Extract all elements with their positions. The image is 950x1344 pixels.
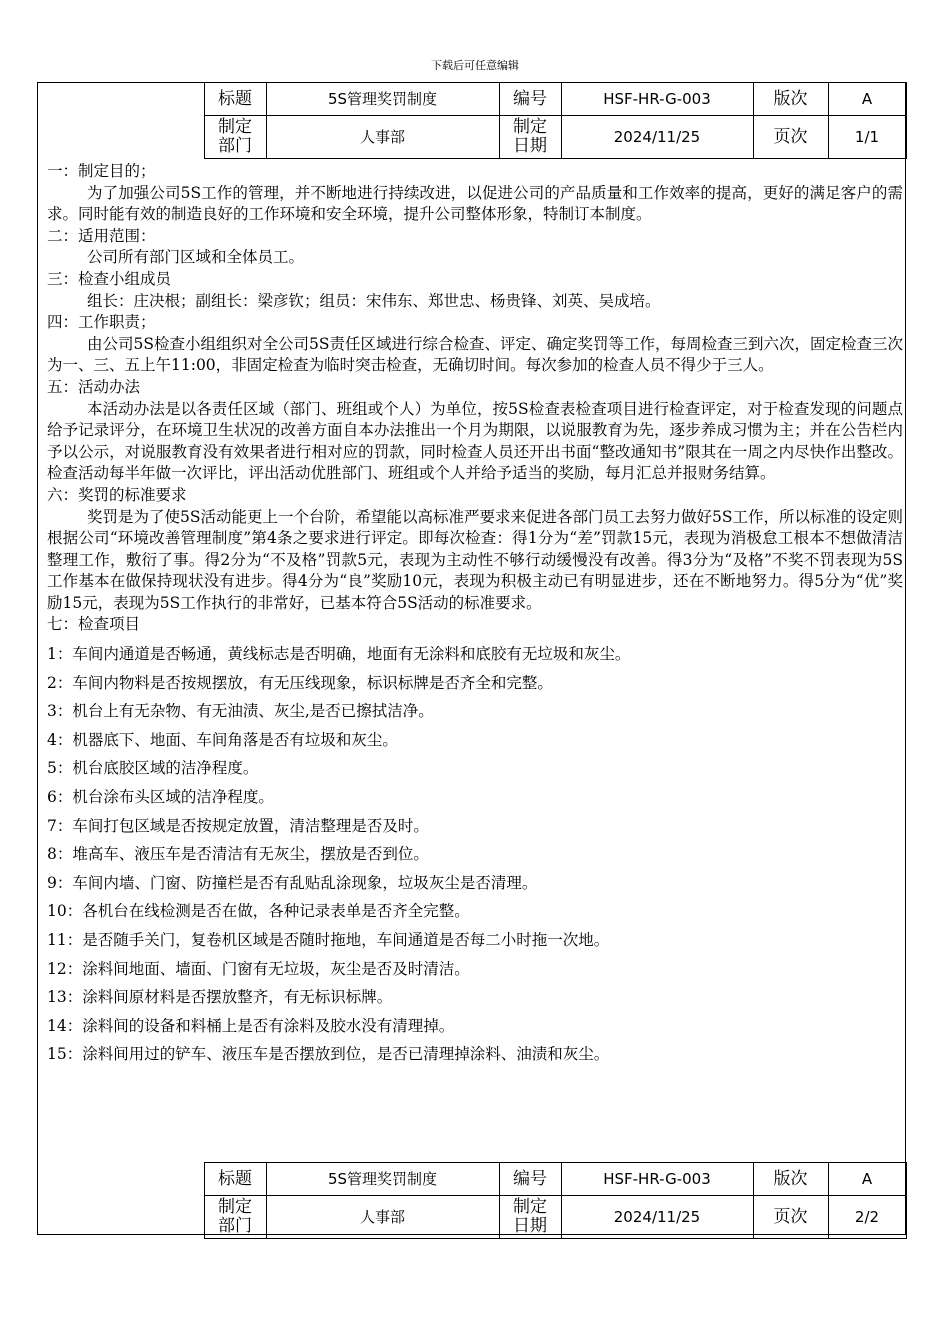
list-item: 8：堆高车、液压车是否清洁有无灰尘，摆放是否到位。	[47, 845, 429, 864]
date-label-line1: 制定	[513, 1197, 547, 1217]
page-label: 页次	[753, 1196, 828, 1239]
page-value: 1/1	[828, 116, 906, 159]
dept-label-line2: 部门	[218, 1216, 252, 1236]
title-label: 标题	[204, 83, 266, 116]
list-item: 1：车间内通道是否畅通，黄线标志是否明确，地面有无涂料和底胶有无垃圾和灰尘。	[47, 645, 631, 664]
list-item: 7：车间打包区域是否按规定放置，清洁整理是否及时。	[47, 816, 429, 835]
date-value: 2024/11/25	[561, 1196, 753, 1239]
date-label	[499, 116, 561, 159]
dept-value: 人事部	[266, 1196, 499, 1239]
section-members-title: 三：检查小组成员	[47, 269, 172, 288]
list-item: 9：车间内墙、门窗、防撞栏是否有乱贴乱涂现象，垃圾灰尘是否清理。	[47, 873, 538, 892]
section-purpose-body: 为了加强公司5S工作的管理，并不断地进行持续改进，以促进公司的产品质量和工作效率的提高，更好的满足客户的需求。同时能有效的制造良好的工作环境和安全环境，提升公司整体形象，特制订本制度。	[47, 183, 903, 224]
list-item: 6：机台涂布头区域的洁净程度。	[47, 788, 274, 807]
date-label	[499, 1196, 561, 1239]
title-value: 5S管理奖罚制度	[266, 83, 499, 116]
list-item: 3：机台上有无杂物、有无油渍、灰尘,是否已擦拭洁净。	[47, 702, 434, 721]
list-item: 2：车间内物料是否按规摆放，有无压线现象，标识标牌是否齐全和完整。	[47, 673, 553, 692]
dept-label	[204, 116, 266, 159]
page-value: 2/2	[828, 1196, 906, 1239]
page-label: 页次	[753, 116, 828, 159]
section-method-title: 五：活动办法	[47, 377, 141, 396]
dept-label-line2: 部门	[218, 136, 252, 156]
list-item: 10：各机台在线检测是否在做，各种记录表单是否齐全完整。	[47, 902, 470, 921]
code-value: HSF-HR-G-003	[561, 83, 753, 116]
section-scope-title: 二：适用范围：	[47, 226, 156, 245]
inspection-items-list	[47, 640, 903, 1069]
code-value: HSF-HR-G-003	[561, 1163, 753, 1196]
document-body	[47, 161, 903, 1069]
section-scope-body: 公司所有部门区域和全体员工。	[87, 248, 305, 267]
title-value: 5S管理奖罚制度	[266, 1163, 499, 1196]
list-item: 13：涂料间原材料是否摆放整齐，有无标识标牌。	[47, 988, 393, 1007]
date-label-line2: 日期	[513, 136, 547, 156]
date-label-line2: 日期	[513, 1216, 547, 1236]
dept-label	[204, 1196, 266, 1239]
header-table-top	[37, 82, 907, 159]
code-label: 编号	[499, 1163, 561, 1196]
section-method-body: 本活动办法是以各责任区域（部门、班组或个人）为单位，按5S检查表检查项目进行检查评定，对于检查发现的问题点给予记录评分，在环境卫生状况的改善方面自本办法推出一个月为期限，以说服教育为先，逐步养成习惯为主；并在公告栏内予以公示，对说服教育没有效果者进行相对应的罚款，同时检查人员还开出书面“整改通知书”限其在一周之内尽快作出整改。检查活动每半年做一次评比，评出活动优胜部门、班组或个人并给予适当的奖励，每月汇总并报财务结算。	[47, 399, 903, 483]
header-blank-cell	[37, 1163, 204, 1239]
list-item: 11：是否随手关门，复卷机区域是否随时拖地，车间通道是否每二小时拖一次地。	[47, 931, 610, 949]
list-item: 5：机台底胶区域的洁净程度。	[47, 759, 259, 778]
section-reward-title: 六：奖罚的标准要求	[47, 485, 187, 504]
version-value: A	[828, 83, 906, 116]
version-value: A	[828, 1163, 906, 1196]
section-duties-title: 四：工作职责；	[47, 313, 156, 332]
section-purpose-title: 一：制定目的；	[47, 162, 156, 180]
dept-value: 人事部	[266, 116, 499, 159]
header-blank-cell	[37, 83, 204, 159]
section-items-title: 七：检查项目	[47, 615, 141, 634]
dept-label-line1: 制定	[218, 117, 252, 137]
section-duties-body: 由公司5S检查小组组织对全公司5S责任区域进行综合检查、评定、确定奖罚等工作，每周检查三到六次，固定检查三次为一、三、五上午11:00，非固定检查为临时突击检查，无确切时间。每次参加的检查人员不得少于三人。	[47, 334, 903, 375]
header-table-bottom	[37, 1162, 907, 1239]
list-item: 15：涂料间用过的铲车、液压车是否摆放到位，是否已清理掉涂料、油渍和灰尘。	[47, 1045, 610, 1064]
version-label: 版次	[753, 83, 828, 116]
dept-label-line1: 制定	[218, 1197, 252, 1217]
date-label-line1: 制定	[513, 117, 547, 137]
title-label: 标题	[204, 1163, 266, 1196]
code-label: 编号	[499, 83, 561, 116]
list-item: 12：涂料间地面、墙面、门窗有无垃圾，灰尘是否及时清洁。	[47, 959, 470, 978]
section-members-body: 组长：庄决根；副组长：梁彦钦；组员：宋伟东、郑世忠、杨贵锋、刘英、吴成培。	[87, 291, 661, 310]
top-note: 下载后可任意编辑	[431, 59, 519, 72]
document-frame	[37, 82, 906, 1235]
date-value: 2024/11/25	[561, 116, 753, 159]
section-reward-body: 奖罚是为了使5S活动能更上一个台阶，希望能以高标准严要求来促进各部门员工去努力做好5S工作，所以标准的设定则根据公司“环境改善管理制度”第4条之要求进行评定。即每次检查：得1分为“差”罚款15元，表现为消极怠工根本不想做清洁整理工作，敷衍了事。得2分为“不及格”罚款5元，表现为主动性不够行动缓慢没有改善。得3分为“及格”不奖不罚表现为5S工作基本在做保持现状没有进步。得4分为“良”奖励10元，表现为积极主动已有明显进步，还在不断地努力。得5分为“优”奖励15元，表现为5S工作执行的非常好，已基本符合5S活动的标准要求。	[47, 507, 903, 612]
version-label: 版次	[753, 1163, 828, 1196]
list-item: 4：机器底下、地面、车间角落是否有垃圾和灰尘。	[47, 730, 398, 749]
list-item: 14：涂料间的设备和料桶上是否有涂料及胶水没有清理掉。	[47, 1016, 455, 1035]
